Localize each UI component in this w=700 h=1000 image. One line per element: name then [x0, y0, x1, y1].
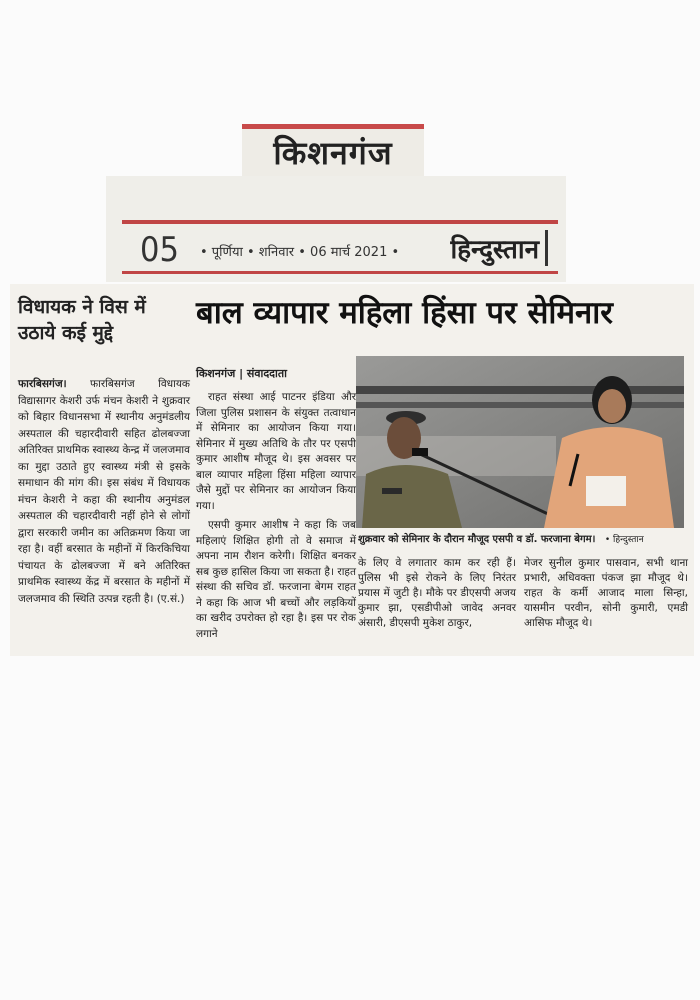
byline: किशनगंज | संवाददाता — [196, 367, 287, 380]
masthead-rule — [122, 220, 558, 224]
photo-caption — [358, 531, 684, 545]
main-headline: बाल व्यापार महिला हिंसा पर सेमिनार — [196, 295, 613, 331]
masthead-rule-bottom — [122, 271, 558, 274]
side-story-text: फारबिसगंज विधायक विद्यासागर केशरी उर्फ मंचन केशरी ने शुक्रवार को बिहार विधानसभा में स्थानीय अनुमंडलीय अस्पताल की चहारदीवारी सहित ढोलबज्जा अतिरिक्त प्राथमिक स्वास्थ्य केन्द्र में जलजमाव का मुद्दा उठाते हुए स्वास्थ्य मंत्री से इसके समाधान की मांग की। इस संबंध में विधायक मंचन केशरी ने कहा की स्थानीय अनुमंडल अस्पताल की चहारदीवारी नहीं होने से लोगों द्वारा सरकारी जमीन का अतिक्रमण किया जा रहा है। वहीं बरसात के महीनों में किरकिचिया पंचायत के ढोलबज्जा में बने अतिरिक्त प्राथमिक स्वास्थ्य केंद्र में बरसात के महीनों में जलजमाव की स्थिति उत्पन्न रहती है। (ए.सं.) — [18, 378, 190, 605]
paragraph-1: राहत संस्था आई पाटनर इंडिया और जिला पुलिस प्रशासन के संयुक्त तत्वाधान में सेमिनार का आयोजन किया गया। सेमिनार में मुख्य अतिथि के तौर पर एसपी कुमार आशीष मौजूद थे। इस अवसर पर बाल व्यापार महिला हिंसा महिला व्यापार जैसे मुद्दों पर सेमिनार का आयोजन किया गया। — [196, 391, 356, 512]
dateline: • पूर्णिया • शनिवार • 06 मार्च 2021 • — [200, 245, 400, 260]
news-photo — [356, 356, 684, 528]
newspaper-brand: हिन्दुस्तान — [451, 230, 548, 266]
news-photo-image — [356, 356, 684, 528]
masthead — [106, 176, 566, 282]
photo-credit: • हिन्दुस्तान — [604, 535, 644, 545]
side-story-body — [18, 376, 190, 607]
district-header — [242, 124, 424, 176]
paragraph-2: एसपी कुमार आशीष ने कहा कि जब महिलाएं शिक्षित होगी तो वे समाज में अपना नाम रौशन करेगी। शिक्षित बनकर सब कुछ हासिल किया जा सकता है। राहत संस्था की सचिव डॉ. फरजाना बेगम राहत ने कहा कि आज भी बच्चों और लड़कियों का खरीद उपरोक्त हो रहा है। इस पर रोक लगाने — [196, 519, 356, 640]
caption-text: शुक्रवार को सेमिनार के दौरान मौजूद एसपी व डॉ. फरजाना बेगम। — [358, 534, 596, 545]
side-story-dateline: फारबिसगंज। — [18, 378, 67, 390]
main-story-column-2: के लिए वे लगातार काम कर रही हैं। पुलिस भी इसे रोकने के लिए निरंतर प्रयास में जुटी है। मौके पर डीएसपी अजय कुमार झा, एसडीपीओ जावेद अनवर अंसारी, डीएसपी मुकेश ठाकुर, — [358, 557, 516, 629]
page-number: 05 — [140, 230, 179, 270]
district-name: किशनगंज — [273, 134, 393, 172]
side-story-headline: विधायक ने विस में उठाये कई मुद्दे — [18, 296, 146, 344]
main-story-column-3: मेजर सुनील कुमार पासवान, सभी थाना प्रभारी, अधिवक्ता पंकज झा मौजूद थे। राहत के कर्मी आजाद माला सिन्हा, यासमीन परवीन, सोनी कुमारी, एमडी आसिफ मौजूद थे। — [524, 557, 688, 629]
article-clipping — [10, 284, 694, 656]
main-story-column-1 — [196, 390, 356, 646]
